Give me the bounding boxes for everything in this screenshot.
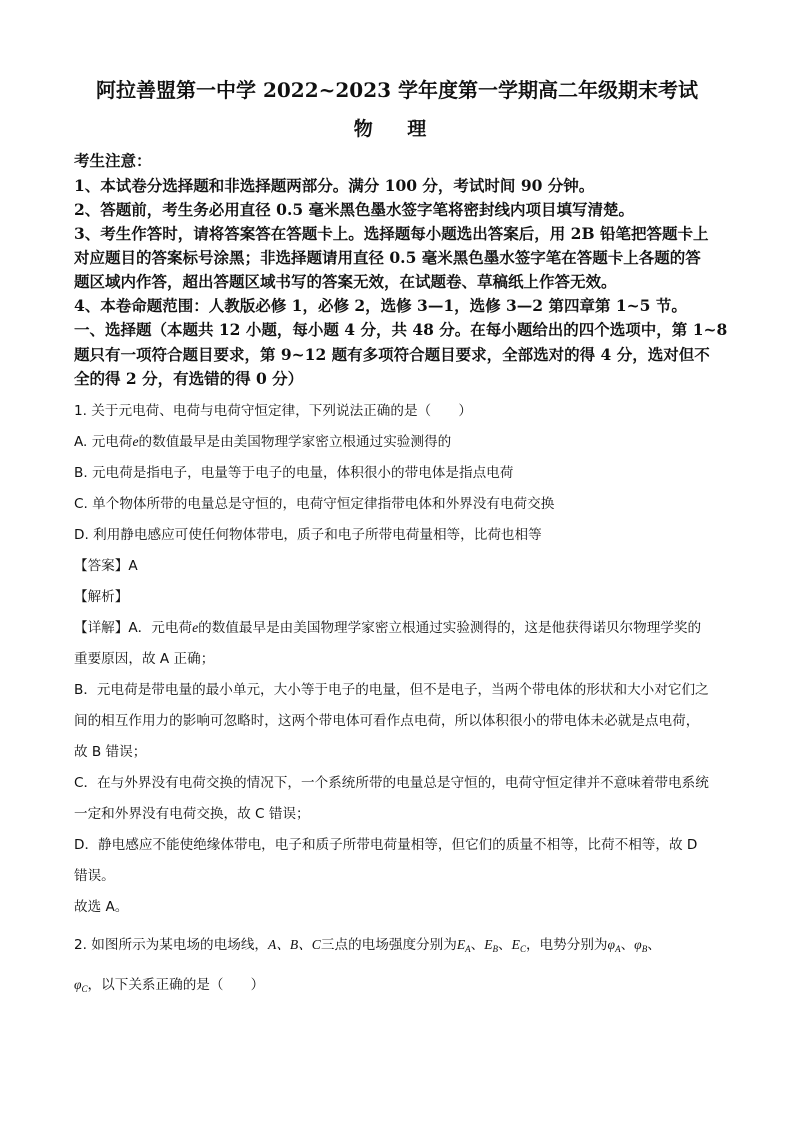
section-instructions-2: 题只有一项符合题目要求，第 9~12 题有多项符合题目要求，全部选对的得 4 分，选对但不 [74,345,710,364]
q1-detail-line: D．静电感应不能使绝缘体带电，电子和质子所带电荷量相等，但它们的质量不相等，比荷不相等，故 D [74,837,698,853]
detail-tag: 【详解】 [74,620,129,636]
detail-a-symbol: e [192,620,199,635]
potential-a: $\varphi_A$ [607,937,621,954]
q1-option-a [74,430,724,450]
q1-detail-line: 故 B 错误； [74,744,147,760]
q1-answer [74,554,724,574]
section-instructions-1: 一、选择题（本题共 12 小题，每小题 4 分，共 48 分。在每小题给出的四个选项中，第 1~8 [74,320,728,339]
q1-analysis-tag: 【解析】 [74,589,129,605]
notice-item-3-cont-1: 对应题目的答案标号涂黑；非选择题请用直径 0.5 毫米黑色墨水签字笔在答题卡上各题的答 [74,248,701,267]
notice-heading: 考生注意： [74,151,152,170]
field-strength-c: $E_C$ [511,937,526,954]
q2-stem-end: ，以下关系正确的是（ ） [87,977,265,993]
q1-option-a-prefix: A. 元电荷 [74,434,133,450]
q1-detail-a [74,616,724,636]
detail-a-text: 的数值最早是由美国物理学家密立根通过实验测得的，这是他获得诺贝尔物理学奖的 [198,620,702,636]
notice-item-2: 2、答题前，考生务必用直径 0.5 毫米黑色墨水签字笔将密封线内项目填写清楚。 [74,200,635,219]
separator: 、 [647,937,661,953]
notice-item-3-cont-2: 题区域内作答，超出答题区域书写的答案无效，在试题卷、草稿纸上作答无效。 [74,272,617,291]
q2-points: A、B、C [268,937,321,952]
q1-option-a-symbol: e [132,434,139,449]
q1-option-c: C. 单个物体所带的电量总是守恒的，电荷守恒定律指带电体和外界没有电荷交换 [74,496,555,512]
q2-stem-mid: 三点的电场强度分别为 [320,937,457,953]
q2-stem-line-2 [74,973,724,994]
q1-detail-line: 一定和外界没有电荷交换，故 C 错误； [74,806,310,822]
field-strength-a: $E_A$ [456,937,471,954]
q1-option-d: D. 利用静电感应可使任何物体带电，质子和电子所带电荷量相等，比荷也相等 [74,527,542,543]
potential-b: $\varphi_B$ [634,937,648,954]
notice-item-3: 3、考生作答时，请将答案答在答题卡上。选择题每小题选出答案后，用 2B 铅笔把答题卡上 [74,224,709,243]
section-instructions-3: 全的得 2 分，有选错的得 0 分） [74,369,304,388]
q2-stem-prefix: 2. 如图所示为某电场的电场线， [74,937,269,953]
q2-stem-mid2: ，电势分别为 [525,937,608,953]
separator: 、 [498,937,512,953]
q1-detail-line: B．元电荷是带电量的最小单元，大小等于电子的电量，但不是电子，当两个带电体的形状和大小对它们之 [74,682,709,698]
answer-tag: 【答案】 [74,558,129,574]
separator: 、 [470,937,485,953]
notice-item-1: 1、本试卷分选择题和非选择题两部分。满分 100 分，考试时间 90 分钟。 [74,176,595,195]
q1-detail-line: 重要原因，故 A 正确； [74,651,215,667]
q1-stem: 1. 关于元电荷、电荷与电荷守恒定律，下列说法正确的是（ ） [74,403,472,419]
potential-c: $\varphi_C$ [74,977,88,994]
q1-detail-line: 间的相互作用力的影响可忽略时，这两个带电体可看作点电荷，所以体积很小的带电体未必就是点电荷， [74,713,700,729]
answer-value: A [128,558,138,574]
field-strength-b: $E_B$ [484,937,499,954]
q1-option-a-text: 的数值最早是由美国物理学家密立根通过实验测得的 [138,434,452,450]
q1-detail-line: C．在与外界没有电荷交换的情况下，一个系统所带的电量总是守恒的，电荷守恒定律并不意味着带电系统 [74,775,709,791]
q2-stem-line-1 [74,933,724,954]
q1-detail-line: 错误。 [74,868,115,884]
exam-title: 阿拉善盟第一中学 2022~2023 学年度第一学期高二年级期末考试 [95,78,698,102]
detail-a-prefix: A．元电荷 [128,620,193,636]
notice-item-4: 4、本卷命题范围：人教版必修 1，必修 2，选修 3—1，选修 3—2 第四章第 1~5 节。 [74,296,687,315]
q1-conclusion: 故选 A。 [74,899,129,915]
subject-title: 物 理 [353,118,441,140]
q1-option-b: B. 元电荷是指电子，电量等于电子的电量，体积很小的带电体是指点电荷 [74,465,514,481]
separator: 、 [620,937,635,953]
